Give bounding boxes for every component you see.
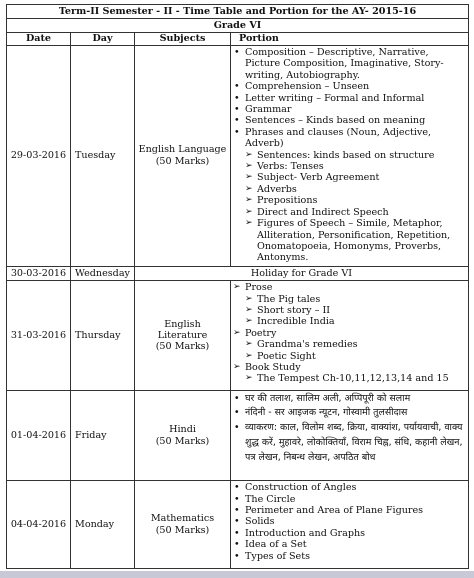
list-item: • घर की तलाश, सालिम अली, अप्पिपूरी को सलाम	[234, 393, 411, 405]
arrow-bullet-icon: ➢	[245, 350, 253, 361]
list-item: • Comprehension – Unseen	[234, 81, 370, 93]
list-item: • Phrases and clauses (Noun, Adjective, Adverb)	[234, 126, 432, 150]
list-item: ➢ The Pig tales	[245, 293, 321, 305]
table-row	[7, 46, 469, 267]
list-item: • Perimeter and Area of Plane Figures	[234, 504, 424, 516]
list-item: • Solids	[234, 516, 275, 528]
table-row	[7, 281, 469, 391]
arrow-bullet-icon: ➢	[245, 218, 253, 229]
portion-list	[233, 392, 466, 465]
holiday-note: Holiday for Grade VI	[135, 266, 469, 280]
list-item: • Sentences – Kinds based on meaning	[234, 115, 426, 127]
arrow-bullet-icon: ➢	[245, 293, 253, 304]
round-bullet-icon: •	[234, 550, 240, 562]
arrow-bullet-icon: ➢	[233, 282, 241, 293]
arrow-bullet-icon: ➢	[245, 373, 253, 384]
subject-cell	[135, 481, 231, 569]
subject-cell	[135, 391, 231, 481]
round-bullet-icon: •	[234, 539, 240, 551]
list-item: ➢ Sentences: kinds based on structure	[245, 149, 435, 161]
portion-cell	[231, 391, 469, 481]
list-item: • Grammar	[234, 104, 292, 116]
exam-date: 31-03-2016	[7, 281, 71, 391]
exam-day: Wednesday	[71, 266, 135, 280]
arrow-bullet-icon: ➢	[245, 172, 253, 183]
portion-sublist	[233, 339, 466, 362]
list-item: ➢ Verbs: Tenses	[245, 161, 324, 173]
list-item: ➢ Figures of Speech – Simile, Metaphor, Alliteration, Personification, Repetition, Onomatopoeia, Homonyms, Proverbs, Antonyms.	[245, 218, 451, 264]
exam-date: 29-03-2016	[7, 46, 71, 267]
list-item: ➢ The Tempest Ch-10,11,12,13,14 and 15	[245, 373, 449, 385]
round-bullet-icon: •	[234, 81, 240, 93]
subject-name: Hindi	[169, 424, 196, 436]
round-bullet-icon: •	[234, 92, 240, 104]
portion-list	[233, 328, 466, 339]
round-bullet-icon: •	[234, 482, 240, 494]
exam-date: 30-03-2016	[7, 266, 71, 280]
round-bullet-icon: •	[234, 527, 240, 539]
list-item: ➢ Grandma's remedies	[245, 339, 358, 351]
list-item: • The Circle	[234, 493, 296, 505]
portion-sublist	[233, 373, 466, 384]
list-item: ➢ Book Study	[233, 361, 301, 373]
arrow-bullet-icon: ➢	[245, 304, 253, 315]
list-item: • व्याकरण: काल, विलोम शब्द, क्रिया, वाक्यांश, पर्यायवाची, वाक्य शुद्ध करें, मुहावरे, लोकोक्तियाँ, विराम चिह्न, संधि, कहानी लेखन, पत्र लेखन, निबन्ध लेखन, अपठित बोध	[234, 422, 463, 464]
subject-marks: (50 Marks)	[155, 524, 210, 536]
table-row	[7, 481, 469, 569]
column-header-date: Date	[7, 33, 71, 46]
list-item: • नंदिनी - सर आइजक न्यूटन, गोस्वामी तुलसीदास	[234, 407, 408, 419]
portion-cell	[231, 46, 469, 267]
exam-date: 04-04-2016	[7, 481, 71, 569]
round-bullet-icon: •	[234, 493, 240, 505]
round-bullet-icon: •	[234, 504, 240, 516]
subject-marks: (50 Marks)	[155, 155, 210, 167]
round-bullet-icon: •	[234, 407, 240, 419]
round-bullet-icon: •	[234, 115, 240, 127]
arrow-bullet-icon: ➢	[245, 183, 253, 194]
portion-sublist	[233, 150, 466, 264]
list-item: ➢ Incredible India	[245, 316, 335, 328]
portion-cell	[231, 481, 469, 569]
round-bullet-icon: •	[234, 104, 240, 116]
timetable	[6, 4, 469, 569]
subject-name: English Language	[138, 144, 227, 156]
arrow-bullet-icon: ➢	[245, 206, 253, 217]
list-item: • Letter writing – Formal and Informal	[234, 92, 425, 104]
subject-name: Mathematics	[150, 513, 215, 525]
arrow-bullet-icon: ➢	[245, 161, 253, 172]
column-header-subjects: Subjects	[135, 33, 231, 46]
list-item: ➢ Poetic Sight	[245, 350, 316, 362]
arrow-bullet-icon: ➢	[245, 149, 253, 160]
grade-row	[7, 19, 469, 33]
arrow-bullet-icon: ➢	[245, 339, 253, 350]
subject-cell	[135, 281, 231, 391]
subject-name: English Literature	[157, 318, 208, 341]
list-item: ➢ Adverbs	[245, 183, 297, 195]
round-bullet-icon: •	[234, 47, 240, 58]
round-bullet-icon: •	[234, 422, 240, 434]
exam-day: Monday	[71, 481, 135, 569]
list-item: ➢ Subject- Verb Agreement	[245, 172, 380, 184]
list-item: • Types of Sets	[234, 550, 311, 562]
portion-cell	[231, 281, 469, 391]
round-bullet-icon: •	[234, 516, 240, 528]
list-item: • Construction of Angles	[234, 482, 357, 494]
exam-day: Friday	[71, 391, 135, 481]
arrow-bullet-icon: ➢	[233, 361, 241, 372]
portion-list	[233, 47, 466, 150]
column-header-row	[7, 33, 469, 46]
arrow-bullet-icon: ➢	[233, 327, 241, 338]
table-row	[7, 266, 469, 280]
title-row	[7, 5, 469, 19]
portion-sublist	[233, 294, 466, 328]
list-item: ➢ Direct and Indirect Speech	[245, 206, 389, 218]
list-item: • Composition – Descriptive, Narrative, Picture Composition, Imaginative, Story-writing, Autobiography.	[234, 47, 444, 81]
subject-marks: (50 Marks)	[155, 435, 210, 447]
table-row	[7, 391, 469, 481]
exam-day: Tuesday	[71, 46, 135, 267]
round-bullet-icon: •	[234, 393, 240, 405]
list-item: ➢ Poetry	[233, 327, 277, 339]
list-item: • Idea of a Set	[234, 539, 307, 551]
exam-day: Thursday	[71, 281, 135, 391]
arrow-bullet-icon: ➢	[245, 195, 253, 206]
portion-list	[233, 362, 466, 373]
column-header-day: Day	[71, 33, 135, 46]
bottom-edge-bar	[0, 571, 474, 578]
list-item: ➢ Short story – II	[245, 304, 331, 316]
timetable-sheet	[6, 4, 468, 569]
list-item: • Introduction and Graphs	[234, 527, 366, 539]
subject-marks: (50 Marks)	[155, 341, 210, 353]
page-title: Term-II Semester - II - Time Table and Portion for the AY- 2015-16	[7, 5, 469, 19]
arrow-bullet-icon: ➢	[245, 316, 253, 327]
column-header-portion: Portion	[231, 33, 469, 46]
list-item: ➢ Prepositions	[245, 195, 318, 207]
portion-list	[233, 482, 466, 562]
grade-label: Grade VI	[7, 19, 469, 33]
subject-cell	[135, 46, 231, 267]
exam-date: 01-04-2016	[7, 391, 71, 481]
list-item: ➢ Prose	[233, 282, 273, 294]
portion-list	[233, 282, 466, 293]
round-bullet-icon: •	[234, 126, 240, 138]
